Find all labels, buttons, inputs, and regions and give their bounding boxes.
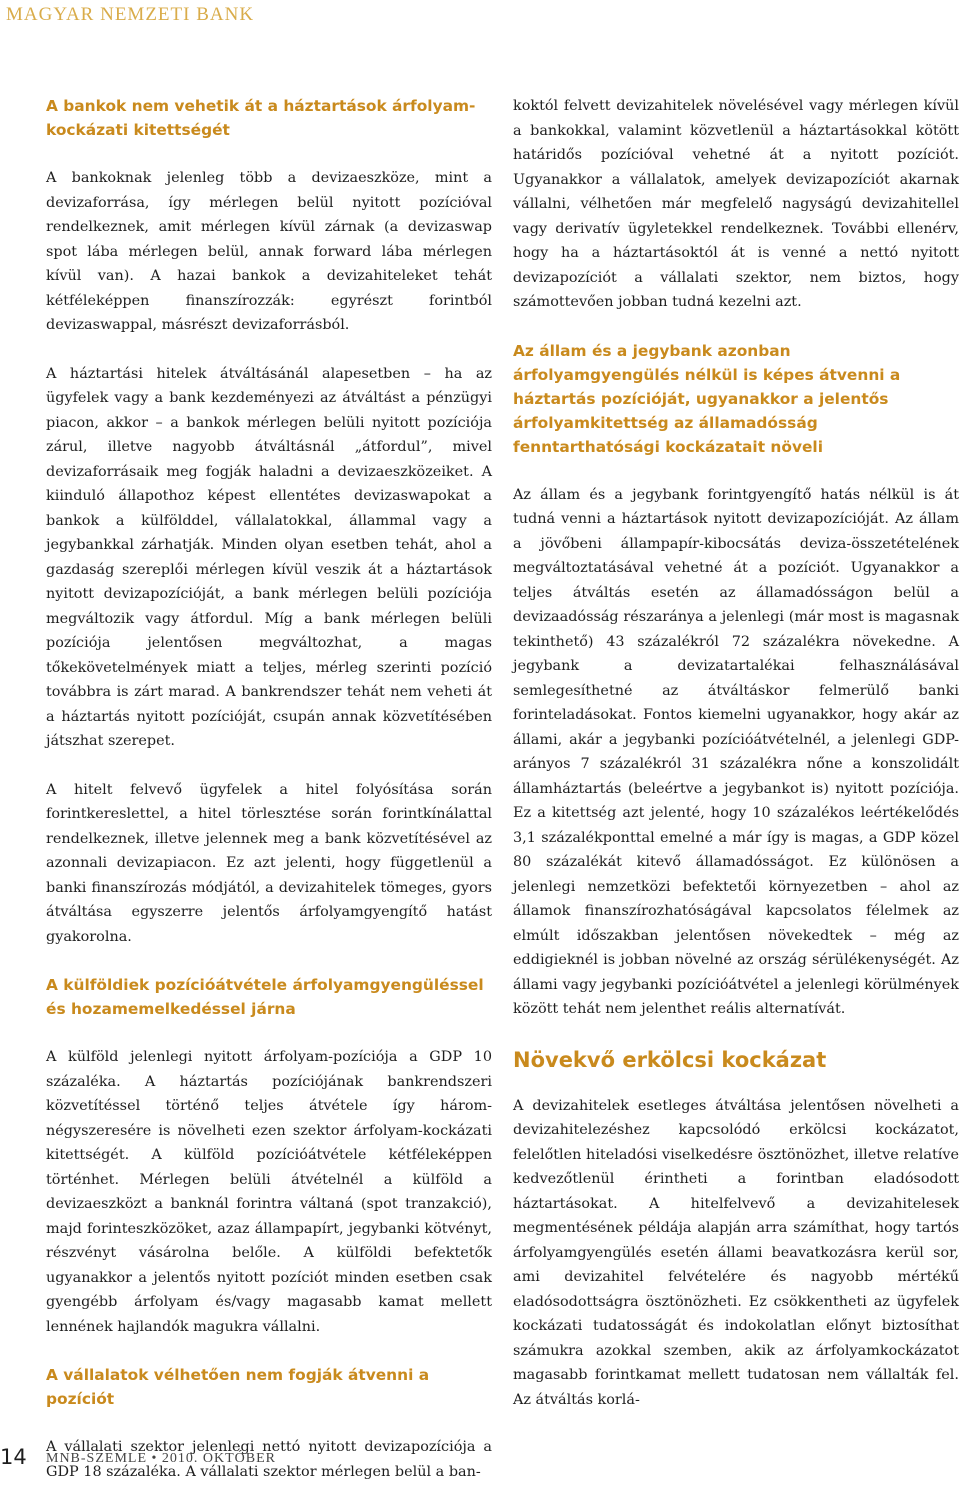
page-footer: [0, 1441, 960, 1469]
paragraph: A bankoknak jelenleg több a devizaeszköze, mint a devizaforrása, így mérlegen belül nyitott pozícióval rendelkeznek, amit mérlegen kívül zárnak (a devizaswap spot lába mérlegen belül, annak forward lába mérlegen kívül van). A hazai bankok a devizahiteleket tehát kétféleképpen finanszírozzák: egyrészt forintból devizaswappal, másrészt devizaforrásból.: [46, 170, 492, 333]
section-heading: A vállalatok vélhetően nem fogják átvenni a pozíciót: [46, 1366, 430, 1408]
section-heading: Az állam és a jegybank azonban árfolyamgyengülés nélkül is képes átvenni a háztartás pozícióját, ugyanakkor a jelentős árfolyamkitettség az államadósság fenntarthatósági kockázatait növeli: [513, 341, 901, 456]
left-column: [46, 94, 492, 1508]
page-number: 14: [0, 1445, 27, 1469]
journal-header: MAGYAR NEMZETI BANK: [6, 4, 255, 25]
section-heading: A bankok nem vehetik át a háztartások árfolyam-kockázati kitettségét: [46, 97, 476, 139]
running-title: MNB-SZEMLE • 2010. OKTÓBER: [46, 1451, 277, 1466]
paragraph: A külföld jelenlegi nyitott árfolyam-pozíciója a GDP 10 százaléka. A háztartás pozíciójának bankrendszeri közvetítéssel történő teljes átvétele így három-négyszeresére is növelheti ezen szektor árfolyam-kockázati kitettségét. A külföld pozícióátvétele kétféleképpen történhet. Mérlegen belüli átvételnél a külföld a devizaeszközt a banknál forintra váltaná (spot tranzakció), majd forinteszközöket, azaz állampapírt, jegybanki kötvényt, részvényt vásárolna belőle. A külföldi befektetők ugyanakkor a jelentős nyitott pozíciót minden esetben csak gyengébb árfolyam és/vagy magasabb kamat mellett lennének hajlandók magukra vállalni.: [46, 1049, 492, 1335]
paragraph: A hitelt felvevő ügyfelek a hitel folyósítása során forintkereslettel, a hitel törlesztése során forintkínálattal rendelkeznek, illetve jelennek meg a bank közvetítésével az azonnali devizapiacon. Ez azt jelenti, hogy függetlenül a banki finanszírozás módjától, a devizahitelek tömeges, gyors átváltása egyszerre jelentős árfolyamgyengítő hatást gyakorolna.: [46, 781, 492, 945]
paragraph: Az állam és a jegybank forintgyengítő hatás nélkül is át tudná venni a háztartások nyitott devizapozícióját. Az állam a jövőbeni állampapír-kibocsátás deviza-összetételének megváltoztatásával vehetné át a pozíciót. Ugyanakkor a teljes átváltás esetén az államadósságon belül a devizaadósság részaránya a jelenlegi (már most is magasnak tekinthető) 43 százalékról 72 százalékra növekedne. A jegybank a devizatartalékai felhasználásával semlegesíthetné az átváltáskor felmerülő banki forinteladásokat. Fontos kiemelni ugyanakkor, hogy akár az állami, akár a jegybanki pozícióátvételnél, a jelenlegi GDP-arányos 7 százalékról 31 százalékra nőne a konszolidált államháztartás (beleértve a jegybankot is) nyitott pozíciója. Ez a kitettség azt jelenté, hogy 10 százalékos leértékelődés 3,1 százalékponttal emelné a már így is magas, a GDP közel 80 százalékát kitevő államadósságot. Ez különösen a jelenlegi nemzetközi befektetői környezetben – ahol az államok finanszírozhatóságával kapcsolatos félelmek az elmúlt időszakban jelentősen növekedtek – még az eddigieknél is jobban növelné az ország sérülékenységét. Az állami vagy jegybanki pozícióátvétel a jelenlegi körülmények között tehát nem jelenthet reális alternatívát.: [513, 486, 959, 1017]
paragraph: A vállalati szektor jelenlegi nettó nyitott devizapozíciója a GDP 18 százaléka. A vállalati szektor mérlegen belül a ban-: [46, 1439, 492, 1480]
chapter-heading: Növekvő erkölcsi kockázat: [513, 1047, 827, 1072]
right-column: [513, 94, 959, 1436]
section-heading: A külföldiek pozícióátvétele árfolyamgyengüléssel és hozamemelkedéssel járna: [46, 976, 484, 1018]
paragraph: A háztartási hitelek átváltásánál alapesetben – ha az ügyfelek vagy a bank kezdeményezi az átváltást a pénzügyi piacon, akkor – a bankok mérlegen belüli nyitott pozíciója zárul, illetve nagyobb átváltásnál „átfordul”, mivel devizaforrásaik meg fogják haladni a devizaeszközeiket. A kiinduló állapothoz képest ellentétes devizaswapokat a bankok a külfölddel, vállalatokkal, állammal vagy a jegybankkal zárhatják. Minden olyan esetben tehát, ahol a gazdaság szereplői mérlegen kívül veszik át a háztartások nyitott devizapozícióját, a bank mérlegen belüli pozíciója megváltozik vagy átfordul. Míg a bank mérlegen belüli pozíciója jelentősen megváltozhat, a magas tőkekövetelmények miatt a teljes, mérleg szerinti pozíció továbbra is zárt marad. A bankrendszer tehát nem veheti át a háztartás nyitott pozícióját, csupán annak közvetítésében játszhat szerepet.: [46, 365, 492, 749]
paragraph: A devizahitelek esetleges átváltása jelentősen növelheti a devizahitelezéshez kapcsolódó erkölcsi kockázatot, felelőtlen hiteladósi viselkedésre ösztönözhet, illetve relatíve kedvezőtlenül érintheti a forintban eladósodott háztartásokat. A hitelfelvevő a devizahitelesek megmentésének példája alapján arra számíthat, hogy tartós árfolyamgyengülés esetén állami beavatkozásra kerül sor, ami devizahitel felvételére és nagyobb mértékű eladósodottságra ösztönözheti. Ez csökkentheti az ügyfelek kockázati tudatosságát és indokolatlan előnyt biztosíthat számukra azokkal szemben, akik az árfolyamkockázatot magasabb forintkamat mellett tudatosan nem vállalták fel. Az átváltás korlá-: [513, 1097, 959, 1408]
paragraph: koktól felvett devizahitelek növelésével vagy mérlegen kívül a bankokkal, valamint közvetlenül a háztartásokkal kötött határidős pozícióval vehetné át a nyitott pozíciót. Ugyanakkor a vállalatok, amelyek devizapozíciót akarnak vállalni, vélhetően már megfelelő nagyságú devizahitellel vagy derivatív ügyletekkel rendelkeznek. További ellenérv, hogy ha a háztartásoktól át is venné a nettó nyitott devizapozíciót a vállalati szektor, nem biztos, hogy számottevően jobban tudná kezelni azt.: [513, 98, 959, 310]
